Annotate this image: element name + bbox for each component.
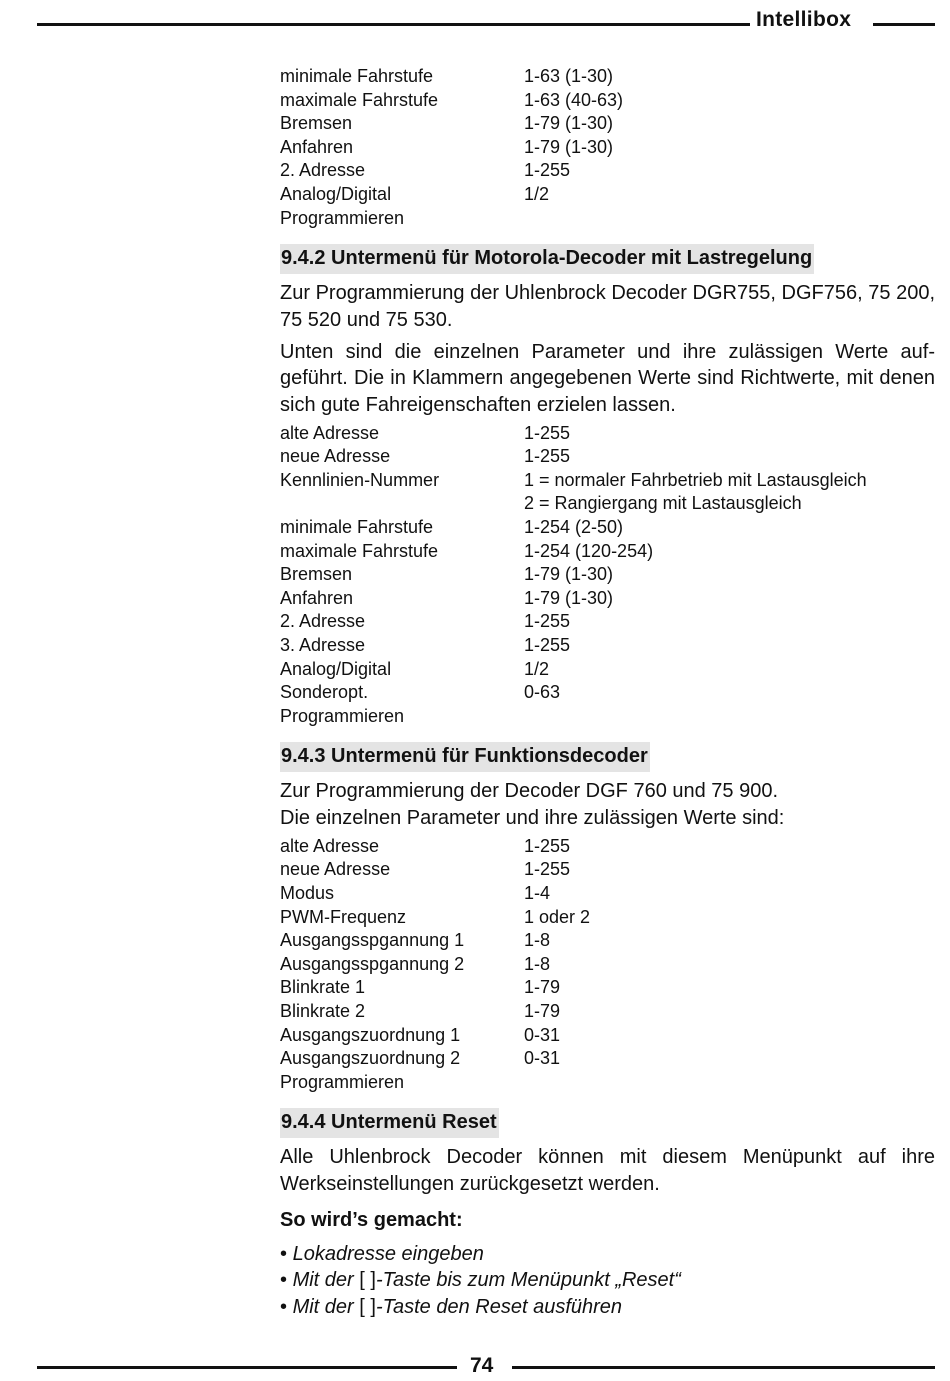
- param-name: Analog/Digital: [280, 183, 392, 204]
- param-value: 0-31: [524, 1024, 561, 1045]
- section-942-para-1: Zur Programmierung der Uhlenbrock Decoder DGR755, DGF756, 75 200, 75 520 und 75 530.: [280, 282, 935, 331]
- param-value: [524, 207, 623, 231]
- param-name: Ausgangsspgannung 2: [280, 953, 465, 974]
- param-value: 1-79: [524, 977, 561, 998]
- key-symbol: [ ]: [359, 1295, 376, 1318]
- param-name: Programmieren: [280, 705, 405, 726]
- param-name: alte Adresse: [280, 835, 380, 856]
- param-name: maximale Fahrstufe: [280, 540, 439, 561]
- param-row: [280, 445, 867, 469]
- param-name: Ausgangsspgannung 1: [280, 930, 465, 951]
- param-name: Bremsen: [280, 564, 353, 585]
- param-row: [280, 705, 867, 729]
- param-value: 1-254 (120-254): [524, 540, 654, 561]
- header-title: Intellibox: [756, 8, 852, 31]
- footer-rule-left: [37, 1366, 457, 1369]
- param-value: 1-79 (1-30): [524, 564, 614, 585]
- param-name: Programmieren: [280, 1071, 405, 1092]
- header-rule-right: [873, 23, 935, 26]
- step-item: • Mit der [ ]-Taste bis zum Menüpunkt „Reset“: [280, 1269, 681, 1292]
- param-value: 1/2: [524, 183, 550, 204]
- param-value: 2 = Rangiergang mit Lastausgleich: [524, 493, 802, 514]
- param-table-top: [280, 65, 623, 230]
- param-row: [280, 882, 590, 906]
- param-value: 1-255: [524, 422, 571, 443]
- key-symbol: [ ]: [359, 1269, 376, 1292]
- param-row: [280, 835, 590, 859]
- param-row: [280, 563, 867, 587]
- section-943-para-1: Zur Programmierung der Decoder DGF 760 und 75 900.: [280, 780, 779, 803]
- param-name: PWM-Frequenz: [280, 906, 407, 927]
- param-row: [280, 136, 623, 160]
- param-value: 1-255: [524, 446, 571, 467]
- param-row: [280, 858, 590, 882]
- param-name: 3. Adresse: [280, 635, 366, 656]
- param-row: [280, 929, 590, 953]
- param-row: [280, 1047, 590, 1071]
- param-row: [280, 681, 867, 705]
- reset-steps: [280, 1241, 935, 1321]
- section-943-para-2: Die einzelnen Parameter und ihre zulässigen Werte sind:: [280, 807, 785, 830]
- param-row: [280, 953, 590, 977]
- param-value: 1-63 (1-30): [524, 66, 614, 86]
- param-row: [280, 610, 867, 634]
- param-value: 0-31: [524, 1048, 561, 1069]
- param-row: [280, 976, 590, 1000]
- param-row: [280, 1000, 590, 1024]
- param-name: 2. Adresse: [280, 611, 366, 632]
- header-rule-left: [37, 23, 750, 26]
- section-942-para-2: Unten sind die einzelnen Parameter und ihre zulässigen Werte auf-geführt. Die in Klammern angegebenen Werte sind Richtwerte, mit denen sich gute Fahreigenschaften erzielen lassen.: [280, 340, 935, 416]
- param-value: 1-255: [524, 160, 571, 181]
- param-row: [280, 207, 623, 231]
- param-value: 1 = normaler Fahrbetrieb mit Lastausgleich: [524, 469, 867, 490]
- param-row: [280, 159, 623, 183]
- param-row: [280, 587, 867, 611]
- param-value: 1 oder 2: [524, 906, 591, 927]
- param-name: neue Adresse: [280, 859, 391, 880]
- param-value: 1-8: [524, 930, 551, 951]
- param-value: 1-254 (2-50): [524, 517, 624, 538]
- param-row: [280, 112, 623, 136]
- param-row: [280, 1024, 590, 1048]
- param-value: 1-63 (40-63): [524, 89, 624, 110]
- param-value: 0-63: [524, 682, 561, 703]
- param-row: [280, 89, 623, 113]
- param-name: 2. Adresse: [280, 160, 366, 181]
- page-number: 74: [470, 1354, 494, 1377]
- section-heading-942: 9.4.2 Untermenü für Motorola-Decoder mit Lastregelung: [280, 244, 814, 274]
- param-value: 1-79 (1-30): [524, 587, 614, 608]
- param-value: 1-255: [524, 835, 571, 856]
- param-row: [280, 516, 867, 540]
- param-name: Anfahren: [280, 136, 354, 157]
- param-value: 1-255: [524, 611, 571, 632]
- param-name: alte Adresse: [280, 422, 380, 443]
- param-name: Modus: [280, 882, 335, 903]
- param-name: Bremsen: [280, 113, 353, 134]
- param-row: [280, 492, 867, 516]
- footer-rule-right: [512, 1366, 935, 1369]
- param-value: 1-79 (1-30): [524, 136, 614, 157]
- param-name: maximale Fahrstufe: [280, 89, 439, 110]
- param-value: 1-255: [524, 859, 571, 880]
- param-name: Ausgangszuordnung 2: [280, 1048, 461, 1069]
- section-944-para-1: Alle Uhlenbrock Decoder können mit diesem Menüpunkt auf ihre Werkseinstellungen zurückgesetzt werden.: [280, 1146, 935, 1196]
- param-name: minimale Fahrstufe: [280, 66, 434, 86]
- param-name: Ausgangszuordnung 1: [280, 1024, 461, 1045]
- param-row: [280, 658, 867, 682]
- param-row: [280, 422, 867, 446]
- param-table-943: [280, 835, 590, 1095]
- param-name: Blinkrate 1: [280, 977, 366, 998]
- howto-heading: So wird’s gemacht:: [280, 1208, 463, 1231]
- param-value: 1-8: [524, 953, 551, 974]
- param-name: Programmieren: [280, 207, 405, 228]
- param-name: [280, 492, 524, 516]
- param-name: Analog/Digital: [280, 658, 392, 679]
- param-name: minimale Fahrstufe: [280, 517, 434, 538]
- section-heading-943: 9.4.3 Untermenü für Funktionsdecoder: [280, 742, 650, 772]
- step-item: • Lokadresse eingeben: [280, 1242, 484, 1265]
- param-name: Anfahren: [280, 587, 354, 608]
- param-value: 1-255: [524, 635, 571, 656]
- param-name: Kennlinien-Nummer: [280, 469, 440, 490]
- param-name: Blinkrate 2: [280, 1000, 366, 1021]
- param-value: [524, 705, 867, 729]
- param-name: Sonderopt.: [280, 682, 369, 703]
- param-value: 1-4: [524, 882, 551, 903]
- param-row: [280, 469, 867, 493]
- param-table-942: [280, 422, 867, 729]
- page-content: [280, 65, 935, 1320]
- param-row: [280, 540, 867, 564]
- param-row: [280, 1071, 590, 1095]
- param-name: neue Adresse: [280, 446, 391, 467]
- param-value: 1-79: [524, 1000, 561, 1021]
- param-row: [280, 634, 867, 658]
- param-row: [280, 65, 623, 89]
- param-value: 1/2: [524, 658, 550, 679]
- section-heading-944: 9.4.4 Untermenü Reset: [280, 1108, 499, 1138]
- step-item: • Mit der [ ]-Taste den Reset ausführen: [280, 1295, 623, 1318]
- param-value: [524, 1071, 590, 1095]
- param-row: [280, 183, 623, 207]
- param-value: 1-79 (1-30): [524, 113, 614, 134]
- param-row: [280, 906, 590, 930]
